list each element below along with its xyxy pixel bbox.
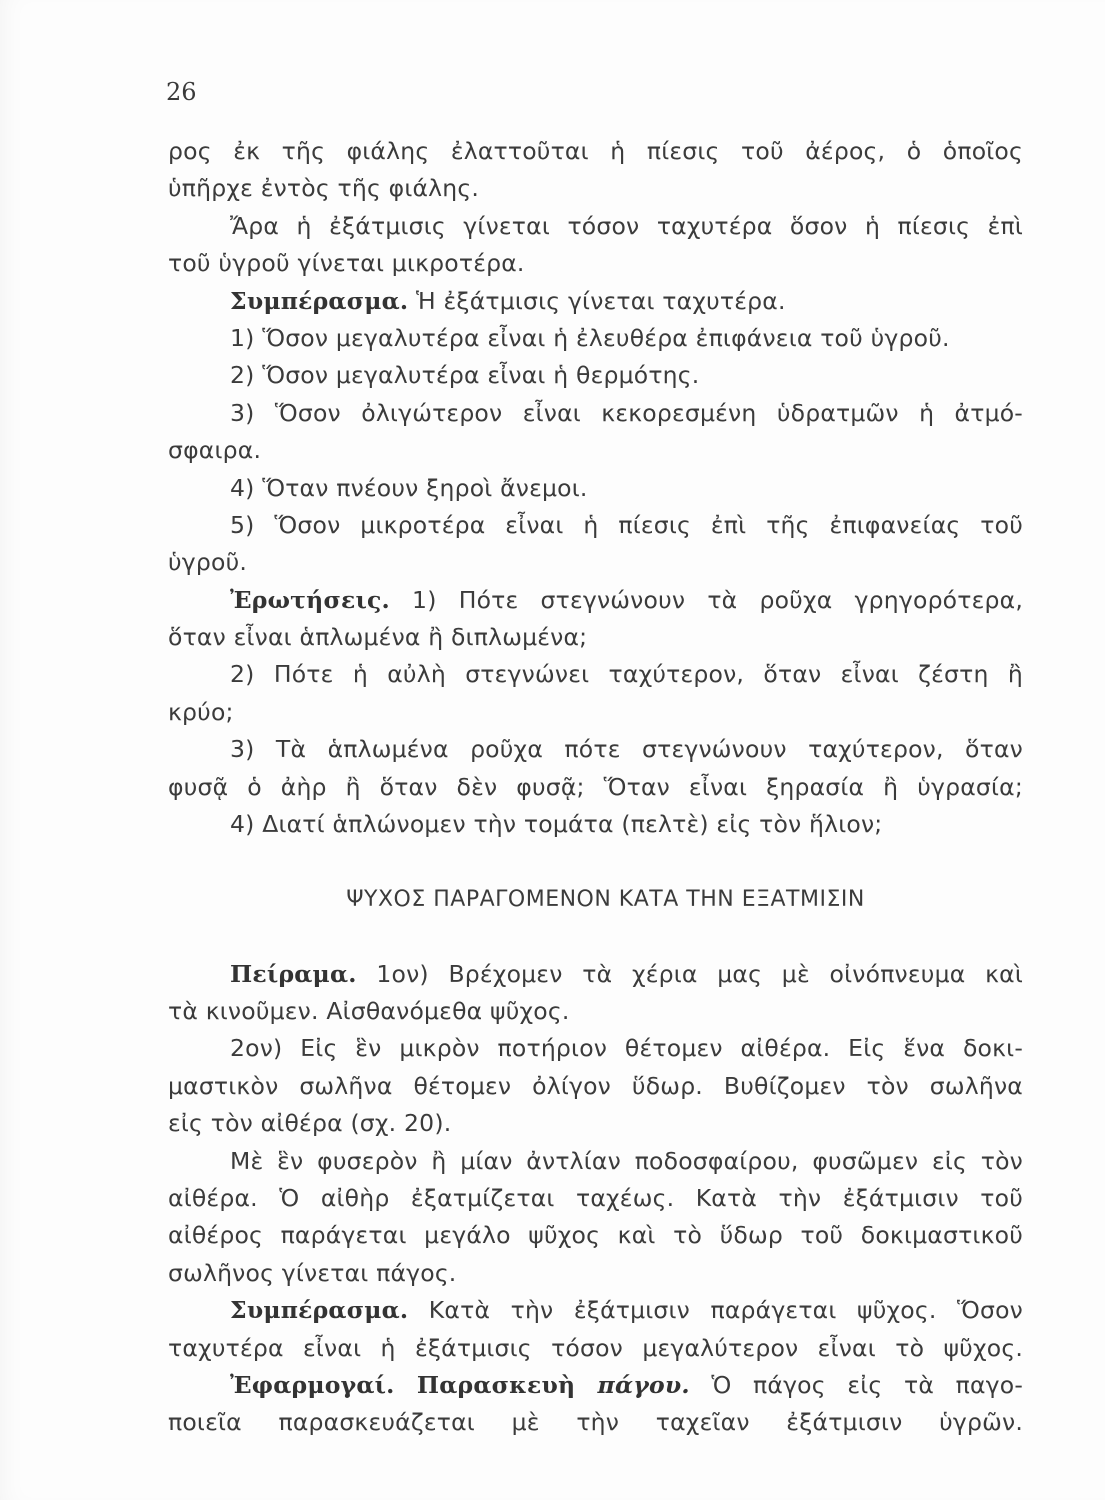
bold-label: Πείραμα. [230, 959, 357, 988]
text-line: 5) Ὅσον μικροτέρα εἶναι ἡ πίεσις ἐπὶ τῆς ἐπιφανείας τοῦ [230, 510, 1023, 539]
bold-label: Ἐφαρμογαί. Παρασκευὴ [230, 1370, 576, 1399]
page-body-text [168, 133, 1023, 1442]
text-line: ὅταν εἶναι ἁπλωμένα ἢ διπλωμένα; [168, 623, 588, 652]
text-line: φυσᾷ ὁ ἀὴρ ἢ ὅταν δὲν φυσᾷ; Ὅταν εἶναι ξηρασία ἢ ὑγρασία; [168, 772, 1023, 801]
text-line: ποιεῖα παρασκευάζεται μὲ τὴν ταχεῖαν ἐξάτμισιν ὑγρῶν. [168, 1408, 1023, 1437]
experiment-heading-line: Πείραμα. 1ον) Βρέχομεν τὰ χέρια μας μὲ οἰνόπνευμα καὶ [230, 959, 1023, 988]
text-line: 2) Ὅσον μεγαλυτέρα εἶναι ἡ θερμότης. [230, 361, 700, 390]
text-line: 4) Ὅταν πνέουν ξηροὶ ἄνεμοι. [230, 473, 588, 502]
text-line: μαστικὸν σωλῆνα θέτομεν ὀλίγον ὕδωρ. Βυθίζομεν τὸν σωλῆνα [168, 1071, 1023, 1100]
bold-italic-label: πάγου. [575, 1370, 690, 1399]
bold-label: Ἐρωτήσεις. [230, 585, 390, 614]
text-line: 2ον) Εἰς ἓν μικρὸν ποτήριον θέτομεν αἰθέρα. Εἰς ἕνα δοκι- [230, 1034, 1023, 1063]
text-line: Ἄρα ἡ ἐξάτμισις γίνεται τόσον ταχυτέρα ὅσον ἡ πίεσις ἐπὶ [230, 211, 1023, 240]
text-line: Μὲ ἓν φυσερὸν ἢ μίαν ἀντλίαν ποδοσφαίρου, φυσῶμεν εἰς τὸν [230, 1146, 1023, 1175]
section-heading: ΨΥΧΟΣ ΠΑΡΑΓΟΜΕΝΟΝ ΚΑΤΑ ΤΗΝ ΕΞΑΤΜΙΣΙΝ [346, 886, 865, 912]
section-spacer [168, 918, 1023, 955]
text-line: σωλῆνος γίνεται πάγος. [168, 1258, 457, 1287]
text-line: εἰς τὸν αἰθέρα (σχ. 20). [168, 1109, 452, 1138]
text-line: ταχυτέρα εἶναι ἡ ἐξάτμισις τόσον μεγαλύτερον εἶναι τὸ ψῦχος. [168, 1333, 1023, 1362]
text-line: ρος ἐκ τῆς φιάλης ἐλαττοῦται ἡ πίεσις τοῦ ἀέρος, ὁ ὁποῖος [168, 137, 1023, 165]
bold-label: Συμπέρασμα. [230, 286, 409, 315]
text-line: αἰθέρα. Ὁ αἰθὴρ ἐξατμίζεται ταχέως. Κατὰ τὴν ἐξάτμισιν τοῦ [168, 1183, 1023, 1212]
text-line: 4) Διατί ἁπλώνομεν τὴν τομάτα (πελτὲ) εἰς τὸν ἥλιον; [230, 810, 883, 839]
text-line: 2) Πότε ἡ αὐλὴ στεγνώνει ταχύτερον, ὅταν εἶναι ζέστη ἢ [230, 660, 1023, 689]
page-number: 26 [166, 78, 197, 106]
text-line: κρύο; [168, 697, 234, 726]
text-line: τοῦ ὑγροῦ γίνεται μικροτέρα. [168, 249, 525, 278]
text-line: 3) Τὰ ἁπλωμένα ροῦχα πότε στεγνώνουν ταχύτερον, ὅταν [230, 735, 1023, 764]
conclusion-heading-line: Συμπέρασμα. Κατὰ τὴν ἐξάτμισιν παράγεται ψῦχος. Ὅσον [230, 1296, 1023, 1325]
text-line: τὰ κινοῦμεν. Αἰσθανόμεθα ψῦχος. [168, 996, 570, 1025]
conclusion-heading-line: Συμπέρασμα. Ἡ ἐξάτμισις γίνεται ταχυτέρα. [230, 286, 786, 315]
text-line: 3) Ὅσον ὀλιγώτερον εἶναι κεκορεσμένη ὑδρατμῶν ἡ ἀτμό- [230, 398, 1023, 427]
questions-heading-line: Ἐρωτήσεις. 1) Πότε στεγνώνουν τὰ ροῦχα γρηγορότερα, [230, 585, 1023, 614]
text-line: ὑπῆρχε ἐντὸς τῆς φιάλης. [168, 174, 480, 203]
bold-label: Συμπέρασμα. [230, 1296, 409, 1325]
text-line: σφαιρα. [168, 436, 262, 465]
text-line: 1) Ὅσον μεγαλυτέρα εἶναι ἡ ἐλευθέρα ἐπιφάνεια τοῦ ὑγροῦ. [230, 323, 950, 352]
applications-heading-line: Ἐφαρμογαί. Παρασκευὴ πάγου. Ὁ πάγος εἰς τὰ παγο- [230, 1370, 1023, 1399]
text-line: αἰθέρος παράγεται μεγάλο ψῦχος καὶ τὸ ὕδωρ τοῦ δοκιμαστικοῦ [168, 1221, 1023, 1250]
text-line: ὑγροῦ. [168, 548, 248, 577]
section-spacer [168, 843, 1023, 880]
